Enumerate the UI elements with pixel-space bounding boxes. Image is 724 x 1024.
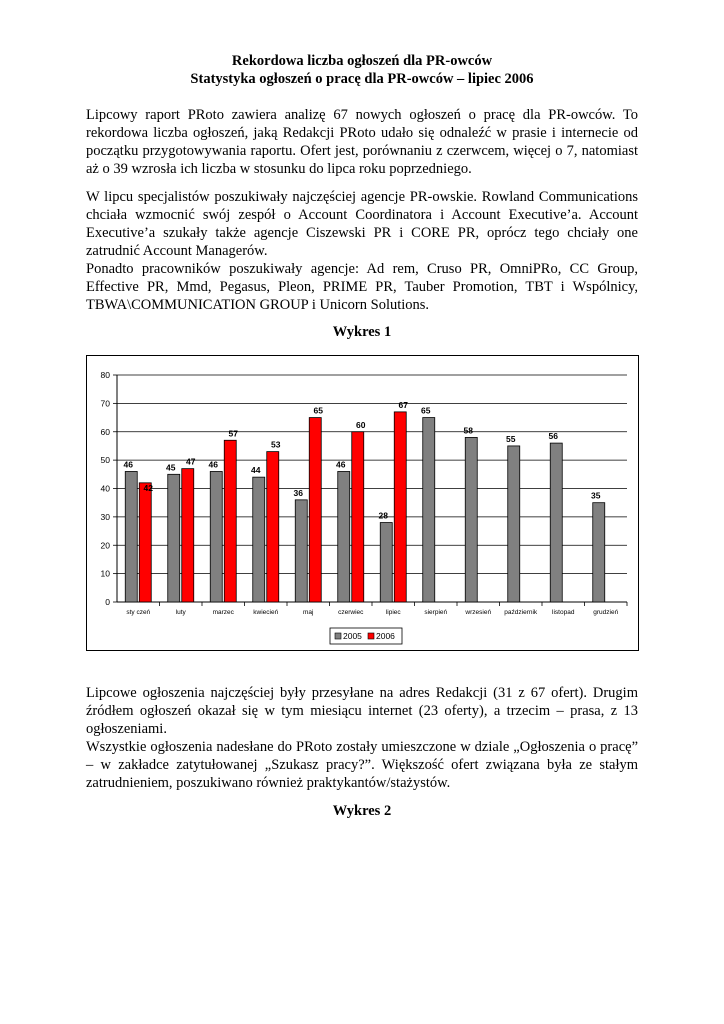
data-label: 57 [228, 428, 238, 439]
data-label: 47 [186, 456, 196, 467]
x-tick-label: lipiec [385, 609, 401, 616]
bar-2005 [210, 471, 222, 602]
x-tick-label: sty czeń [126, 609, 151, 616]
data-label: 65 [313, 405, 323, 416]
paragraph-text: Ponadto pracowników poszukiwały agencje: Ad rem, Cruso PR, OmniPRo, CC Group, Effective PR, Mmd, Pegasus, Pleon, PRIME PR, Tauber Promotion, TBT i Wspólnicy, TBWA\COMMUNICATION GROUP i Unicorn Solutions. [86, 261, 638, 313]
bar-2005 [253, 477, 265, 602]
bar-chart [86, 355, 639, 651]
legend-label: 2005 [343, 631, 362, 641]
data-label: 58 [463, 425, 473, 436]
bar-2006 [309, 418, 321, 602]
data-label: 28 [378, 510, 388, 521]
paragraph-text: Wszystkie ogłoszenia nadesłane do PRoto zostały umieszczone w dziale „Ogłoszenia o pracę” – w zakładce zatytułowanej „Szukasz pracy?”. Większość ofert związana była ze stałym zatrudnieniem, poszukiwano również praktykantów/stażystów. [86, 739, 638, 791]
x-tick-label: wrzesień [465, 609, 492, 616]
data-label: 42 [143, 482, 153, 493]
bar-2005 [125, 471, 137, 602]
y-tick-label: 10 [100, 568, 110, 579]
bar-2005 [465, 437, 477, 602]
x-tick-label: luty [175, 609, 186, 616]
data-label: 45 [166, 462, 176, 473]
y-tick-label: 80 [100, 370, 110, 380]
paragraph-intro [86, 106, 638, 178]
paragraph-agencies [86, 188, 638, 314]
y-tick-label: 20 [100, 540, 110, 551]
x-tick-label: październik [504, 609, 538, 616]
data-label: 67 [398, 399, 408, 410]
x-tick-label: czerwiec [338, 609, 364, 616]
bar-2005 [508, 446, 520, 602]
legend-swatch-2006 [368, 633, 374, 639]
bar-2005 [550, 443, 562, 602]
x-tick-label: maj [303, 609, 314, 616]
legend-label: 2006 [376, 631, 395, 641]
y-tick-label: 50 [100, 455, 110, 466]
data-label: 46 [336, 459, 346, 470]
data-label: 65 [421, 405, 431, 416]
x-tick-label: listopad [552, 609, 575, 616]
y-tick-label: 30 [100, 511, 110, 522]
bar-2006 [224, 440, 236, 602]
x-tick-label: marzec [212, 609, 234, 616]
x-tick-label: grudzień [593, 609, 619, 616]
data-label: 35 [591, 490, 601, 501]
x-tick-label: sierpień [424, 609, 448, 616]
paragraph-text: Lipcowy raport PRoto zawiera analizę 67 nowych ogłoszeń o pracę dla PR-owców. To rekordowa liczba ogłoszeń, jaką Redakcji PRoto udało się odnaleźć w prasie i internecie od początku przygotowywania raportu. Ofert jest, porównaniu z czerwcem, więcej o 7, natomiast aż o 39 wzrosła ich liczba w stosunku do lipca roku poprzedniego. [86, 107, 638, 177]
chart-1-title: Wykres 1 [332, 324, 392, 340]
document-subtitle: Statystyka ogłoszeń o pracę dla PR-owców – lipiec 2006 [190, 71, 534, 87]
document-title: Rekordowa liczba ogłoszeń dla PR-owców [231, 53, 493, 69]
paragraph-text: Lipcowe ogłoszenia najczęściej były przesyłane na adres Redakcji (31 z 67 ofert). Drugim źródłem ogłoszeń okazał się w tym miesiącu internet (23 oferty), a trzecim – prasa, z 13 ogłoszeniami. [86, 685, 638, 737]
x-tick-label: kwiecień [253, 609, 279, 616]
paragraph-text: W lipcu specjalistów poszukiwały najczęściej agencje PR-owskie. Rowland Communications chciała wzmocnić swój zespół o Account Coordinatora i Account Executive’a. Account Executive’a szukały także agencje Ciszewski PR i CORE PR, oprócz tego chciały one zatrudnić Account Managerów. [86, 189, 638, 259]
bar-2005 [295, 500, 307, 602]
paragraph-sources [86, 684, 638, 792]
y-tick-label: 70 [100, 398, 110, 409]
data-label: 46 [208, 459, 218, 470]
y-tick-label: 0 [105, 597, 110, 607]
data-label: 46 [123, 459, 133, 470]
data-label: 60 [356, 419, 366, 430]
bar-2005 [380, 523, 392, 602]
bar-2006 [139, 483, 151, 602]
data-label: 55 [506, 433, 516, 444]
bar-2005 [168, 474, 180, 602]
data-label: 53 [271, 439, 281, 450]
bar-2006 [267, 452, 279, 602]
chart-2-title: Wykres 2 [332, 803, 392, 819]
data-label: 36 [293, 487, 303, 498]
y-tick-label: 40 [100, 483, 110, 494]
bar-2005 [423, 418, 435, 602]
bar-2005 [593, 503, 605, 602]
bar-2006 [352, 432, 364, 602]
legend-swatch-2005 [335, 633, 341, 639]
bar-2006 [394, 412, 406, 602]
y-tick-label: 60 [100, 426, 110, 437]
bar-2005 [338, 471, 350, 602]
bar-2006 [182, 469, 194, 602]
data-label: 56 [548, 431, 558, 442]
bar-chart-svg [87, 356, 640, 652]
data-label: 44 [251, 465, 261, 476]
